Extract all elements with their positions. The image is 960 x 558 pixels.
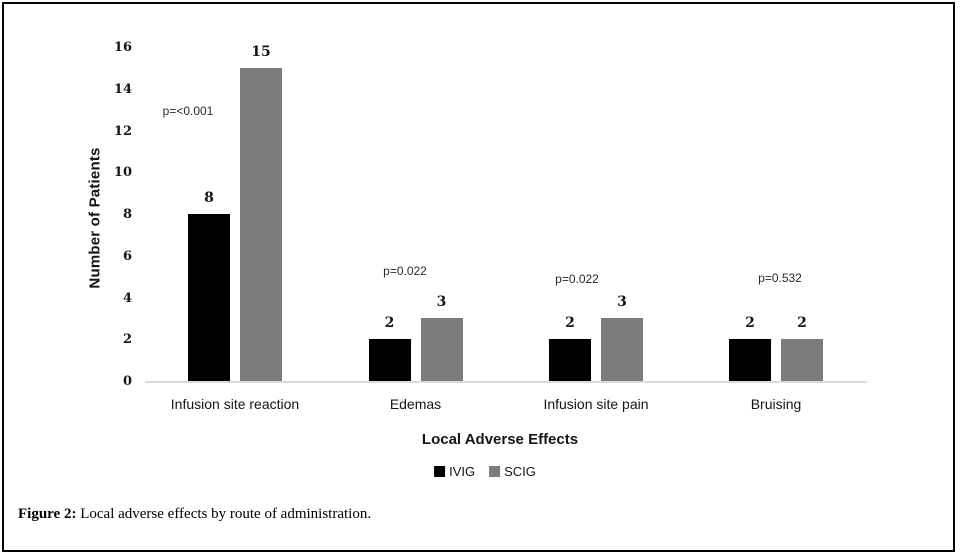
legend-label-scig: SCIG xyxy=(504,464,536,479)
bar-value-label: 2 xyxy=(384,315,395,331)
y-tick-label-16: 16 xyxy=(113,40,132,55)
y-tick-label-6: 6 xyxy=(122,248,132,264)
bar-scig-bruising xyxy=(781,339,823,381)
figure-caption xyxy=(18,506,371,523)
x-axis-line xyxy=(145,381,867,383)
bar-value-label: 3 xyxy=(436,294,447,310)
bar-value-label: 8 xyxy=(204,190,214,206)
bar-ivig-bruising xyxy=(729,339,771,381)
y-tick-label-12: 12 xyxy=(113,123,132,139)
chart-legend xyxy=(434,464,536,479)
bar-value-label: 2 xyxy=(745,315,755,331)
p-value-label: p=0.022 xyxy=(555,272,599,286)
bar-ivig-edemas xyxy=(369,339,411,381)
legend-label-ivig: IVIG xyxy=(449,464,476,479)
p-value-label: p=0.022 xyxy=(383,264,427,278)
y-tick-label-4: 4 xyxy=(122,290,132,306)
y-tick-label-0: 0 xyxy=(122,374,132,389)
legend-item-ivig xyxy=(434,464,475,479)
figure-caption-number: Figure 2: xyxy=(18,506,77,522)
bar-ivig-infusion-site-reaction xyxy=(188,214,230,381)
figure-caption-text: Local adverse effects by route of administration. xyxy=(76,506,372,522)
x-category-label-bruising: Bruising xyxy=(750,396,802,412)
bar-value-label: 15 xyxy=(251,44,271,60)
x-category-label-infusion-site-pain: Infusion site pain xyxy=(543,396,649,412)
y-tick-label-2: 2 xyxy=(122,332,132,348)
legend-swatch-ivig xyxy=(434,466,445,477)
bar-value-label: 3 xyxy=(617,294,627,310)
legend-swatch-scig xyxy=(489,466,500,477)
bar-scig-infusion-site-pain xyxy=(601,318,643,381)
y-tick-label-10: 10 xyxy=(113,165,132,181)
p-value-label: p=<0.001 xyxy=(162,104,214,118)
bar-value-label: 2 xyxy=(797,315,807,331)
y-tick-label-14: 14 xyxy=(113,81,132,97)
bar-value-label: 2 xyxy=(565,315,575,331)
legend-item-scig xyxy=(489,464,536,479)
bar-scig-edemas xyxy=(421,318,463,381)
bar-ivig-infusion-site-pain xyxy=(549,339,591,381)
p-value-label: p=0.532 xyxy=(758,271,802,285)
x-axis-title: Local Adverse Effects xyxy=(421,431,579,448)
x-category-label-infusion-site-reaction: Infusion site reaction xyxy=(170,396,300,412)
y-tick-label-8: 8 xyxy=(122,207,132,222)
x-category-label-edemas: Edemas xyxy=(389,396,442,412)
y-axis-title: Number of Patients xyxy=(86,147,104,289)
